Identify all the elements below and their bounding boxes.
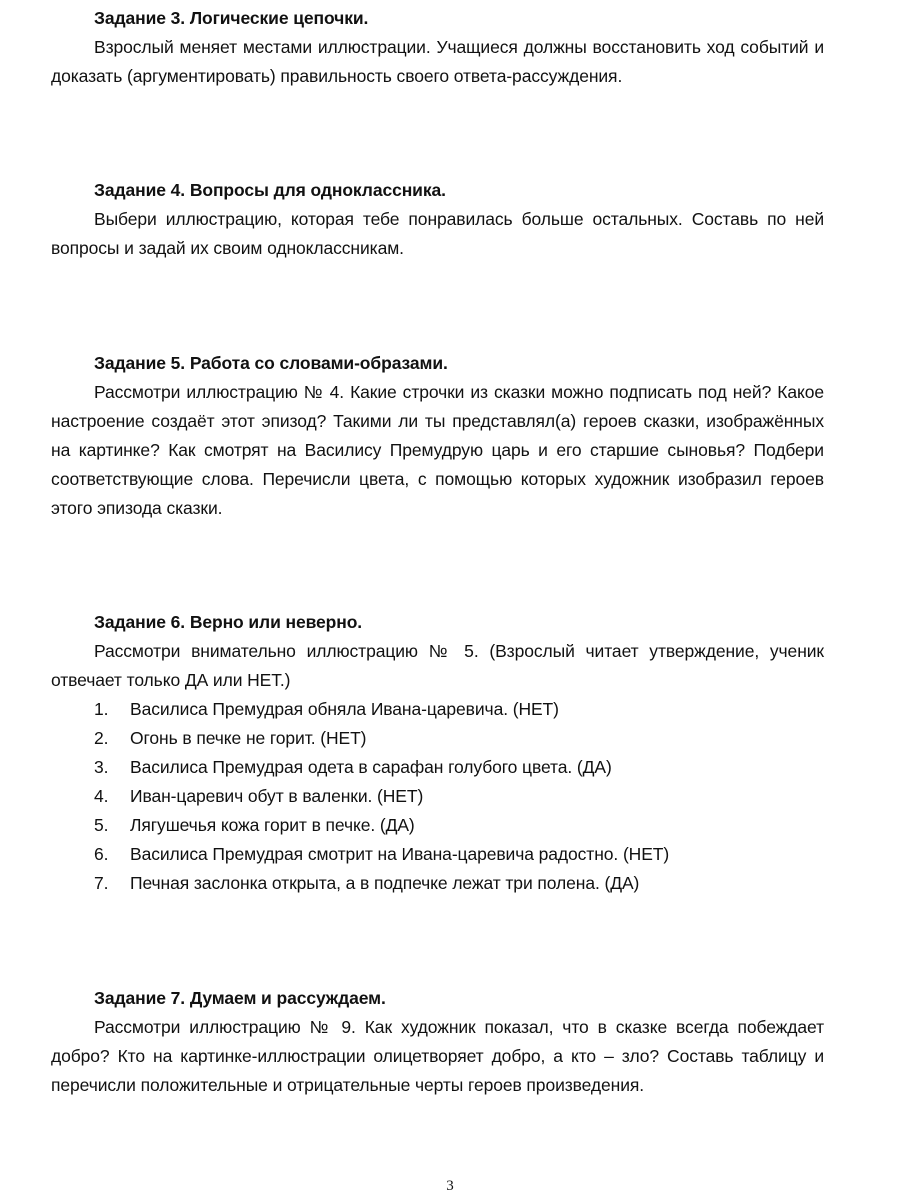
- task-heading: Задание 4. Вопросы для одноклассника.: [94, 180, 446, 200]
- task-4: [51, 176, 824, 263]
- item-text: Печная заслонка открыта, а в подпечке лежат три полена. (ДА): [130, 873, 640, 893]
- task-heading: Задание 5. Работа со словами-образами.: [94, 353, 448, 373]
- item-number: 2.: [94, 728, 109, 748]
- item-text: Василиса Премудрая смотрит на Ивана-царевича радостно. (НЕТ): [130, 844, 670, 864]
- task-paragraph: Выбери иллюстрацию, которая тебе понравилась больше остальных. Составь по ней вопросы и задай их своим одноклассникам.: [51, 209, 824, 258]
- item-text: Иван-царевич обут в валенки. (НЕТ): [130, 786, 424, 806]
- item-text: Василиса Премудрая одета в сарафан голубого цвета. (ДА): [130, 757, 612, 777]
- item-number: 1.: [94, 699, 109, 719]
- item-text: Огонь в печке не горит. (НЕТ): [130, 728, 367, 748]
- item-number: 6.: [94, 844, 109, 864]
- task-paragraph: Рассмотри иллюстрацию № 4. Какие строчки из сказки можно подписать под ней? Какое настроение создаёт этот эпизод? Такими ли ты представлял(а) героев сказки, изображённых на картинке? Как смотрят на Василису Премудрую царь и его старшие сыновья? Подбери соответствующие слова. Перечисли цвета, с помощью которых художник изобразил героев этого эпизода сказки.: [51, 382, 824, 518]
- list-item: [51, 695, 824, 724]
- item-number: 3.: [94, 757, 109, 777]
- task-paragraph: Рассмотри иллюстрацию № 9. Как художник показал, что в сказке всегда побеждает добро? Кто на картинке-иллюстрации олицетворяет добро, а кто – зло? Составь таблицу и перечисли положительные и отрицательные черты героев произведения.: [51, 1017, 824, 1095]
- task-heading: Задание 3. Логические цепочки.: [94, 8, 369, 28]
- list-item: [51, 782, 824, 811]
- task-7: [51, 984, 824, 1100]
- item-number: 5.: [94, 815, 109, 835]
- list-item: [51, 811, 824, 840]
- list-item: [51, 869, 824, 898]
- page-number: 3: [446, 1178, 454, 1194]
- item-number: 4.: [94, 786, 109, 806]
- task-5: [51, 349, 824, 523]
- list-item: [51, 724, 824, 753]
- statement-list: [51, 695, 824, 898]
- item-number: 7.: [94, 873, 109, 893]
- list-item: [51, 840, 824, 869]
- task-paragraph: Взрослый меняет местами иллюстрации. Учащиеся должны восстановить ход событий и доказать (аргументировать) правильность своего ответа-рассуждения.: [51, 37, 824, 86]
- item-text: Лягушечья кожа горит в печке. (ДА): [130, 815, 415, 835]
- list-item: [51, 753, 824, 782]
- task-6: [51, 608, 824, 898]
- item-text: Василиса Премудрая обняла Ивана-царевича. (НЕТ): [130, 699, 559, 719]
- task-heading: Задание 6. Верно или неверно.: [94, 612, 363, 632]
- task-heading: Задание 7. Думаем и рассуждаем.: [94, 988, 386, 1008]
- task-paragraph: Рассмотри внимательно иллюстрацию № 5. (Взрослый читает утверждение, ученик отвечает только ДА или НЕТ.): [51, 641, 824, 690]
- task-3: [51, 4, 824, 91]
